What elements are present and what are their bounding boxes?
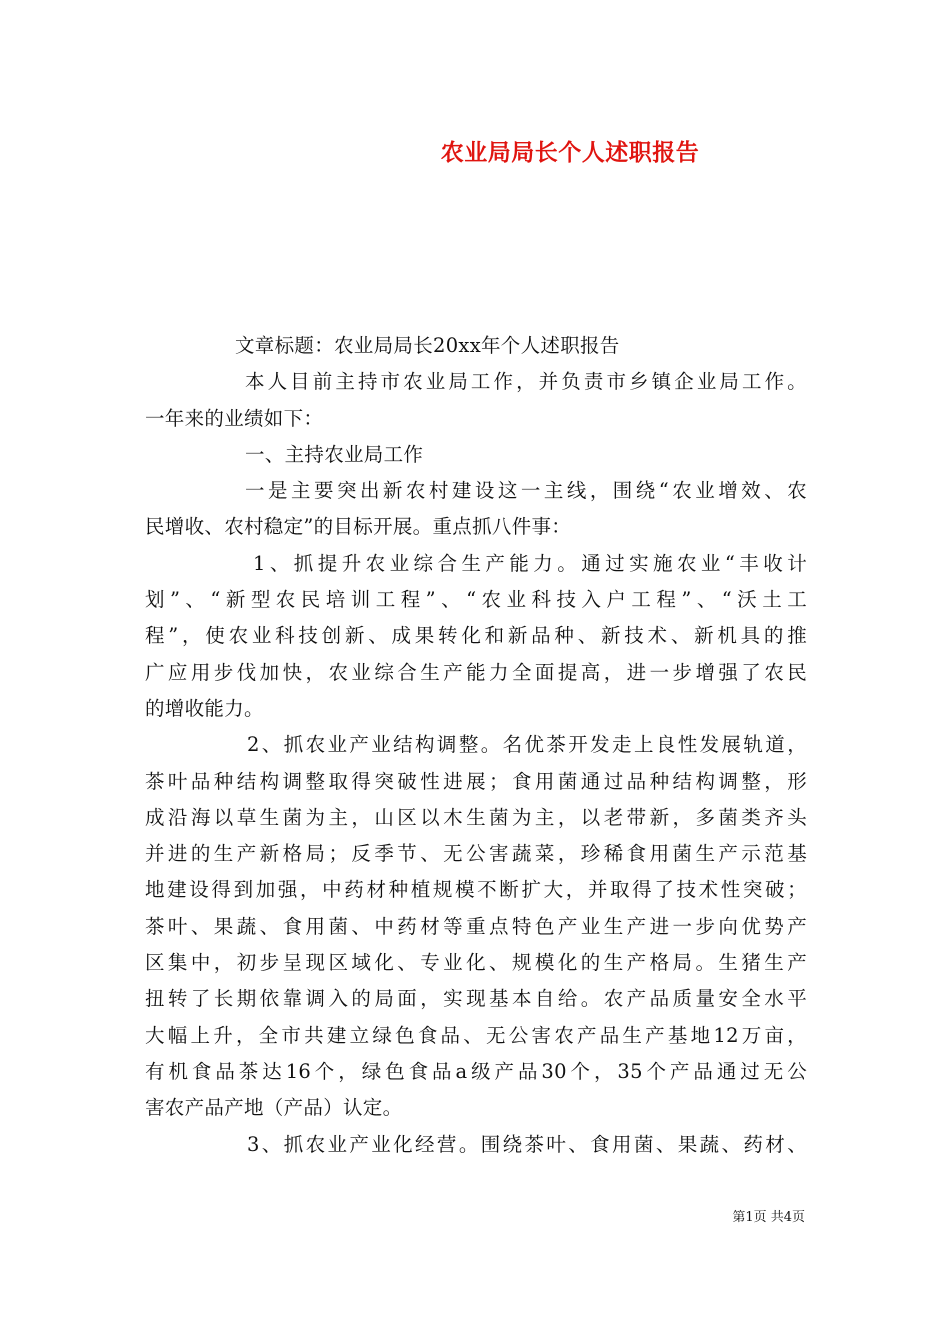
text-line: 2、抓农业产业结构调整。名优茶开发走上良性发展轨道， (247, 733, 807, 757)
text-line: 一、主持农业局工作 (245, 442, 424, 466)
text-line: 茶叶品种结构调整取得突破性进展；食用菌通过品种结构调整，形 (145, 769, 807, 793)
page-footer: 第1页 共4页 (732, 1210, 805, 1225)
text-line: 广应用步伐加快，农业综合生产能力全面提高，进一步增强了农民 (145, 660, 807, 684)
document-title: 农业局局长个人述职报告 (440, 139, 700, 166)
text-line: 地建设得到加强，中药材种植规模不断扩大，并取得了技术性突破； (145, 878, 807, 902)
text-line: 文章标题：农业局局长20xx年个人述职报告 (235, 334, 620, 357)
text-line: 扭转了长期依靠调入的局面，实现基本自给。农产品质量安全水平 (145, 987, 807, 1011)
text-line: 1、抓提升农业综合生产能力。通过实施农业“丰收计 (253, 551, 807, 575)
text-line: 区集中，初步呈现区域化、专业化、规模化的生产格局。生猪生产 (145, 951, 807, 975)
text-line: 民增收、农村稳定”的目标开展。重点抓八件事： (145, 515, 572, 539)
text-line: 并进的生产新格局；反季节、无公害蔬菜，珍稀食用菌生产示范基 (145, 842, 807, 866)
text-line: 一是主要突出新农村建设这一主线，围绕“农业增效、农 (245, 479, 807, 503)
document-body (145, 328, 807, 1163)
text-line: 一年来的业绩如下： (145, 406, 324, 430)
text-line: 大幅上升，全市共建立绿色食品、无公害农产品生产基地12万亩， (145, 1023, 807, 1047)
text-line: 的增收能力。 (145, 696, 264, 720)
text-line: 程”，使农业科技创新、成果转化和新品种、新技术、新机具的推 (145, 624, 807, 648)
text-line: 划”、“新型农民培训工程”、“农业科技入户工程”、“沃土工 (145, 588, 807, 612)
text-line: 3、抓农业产业化经营。围绕茶叶、食用菌、果蔬、药材、 (247, 1132, 807, 1156)
text-line: 本人目前主持市农业局工作，并负责市乡镇企业局工作。 (245, 370, 807, 394)
text-line: 害农产品产地（产品）认定。 (145, 1096, 403, 1120)
text-line: 茶叶、果蔬、食用菌、中药材等重点特色产业生产进一步向优势产 (145, 914, 807, 938)
text-line: 成沿海以草生菌为主，山区以木生菌为主，以老带新，多菌类齐头 (145, 805, 807, 829)
text-line: 有机食品茶达16个，绿色食品a级产品30个，35个产品通过无公 (145, 1059, 807, 1083)
